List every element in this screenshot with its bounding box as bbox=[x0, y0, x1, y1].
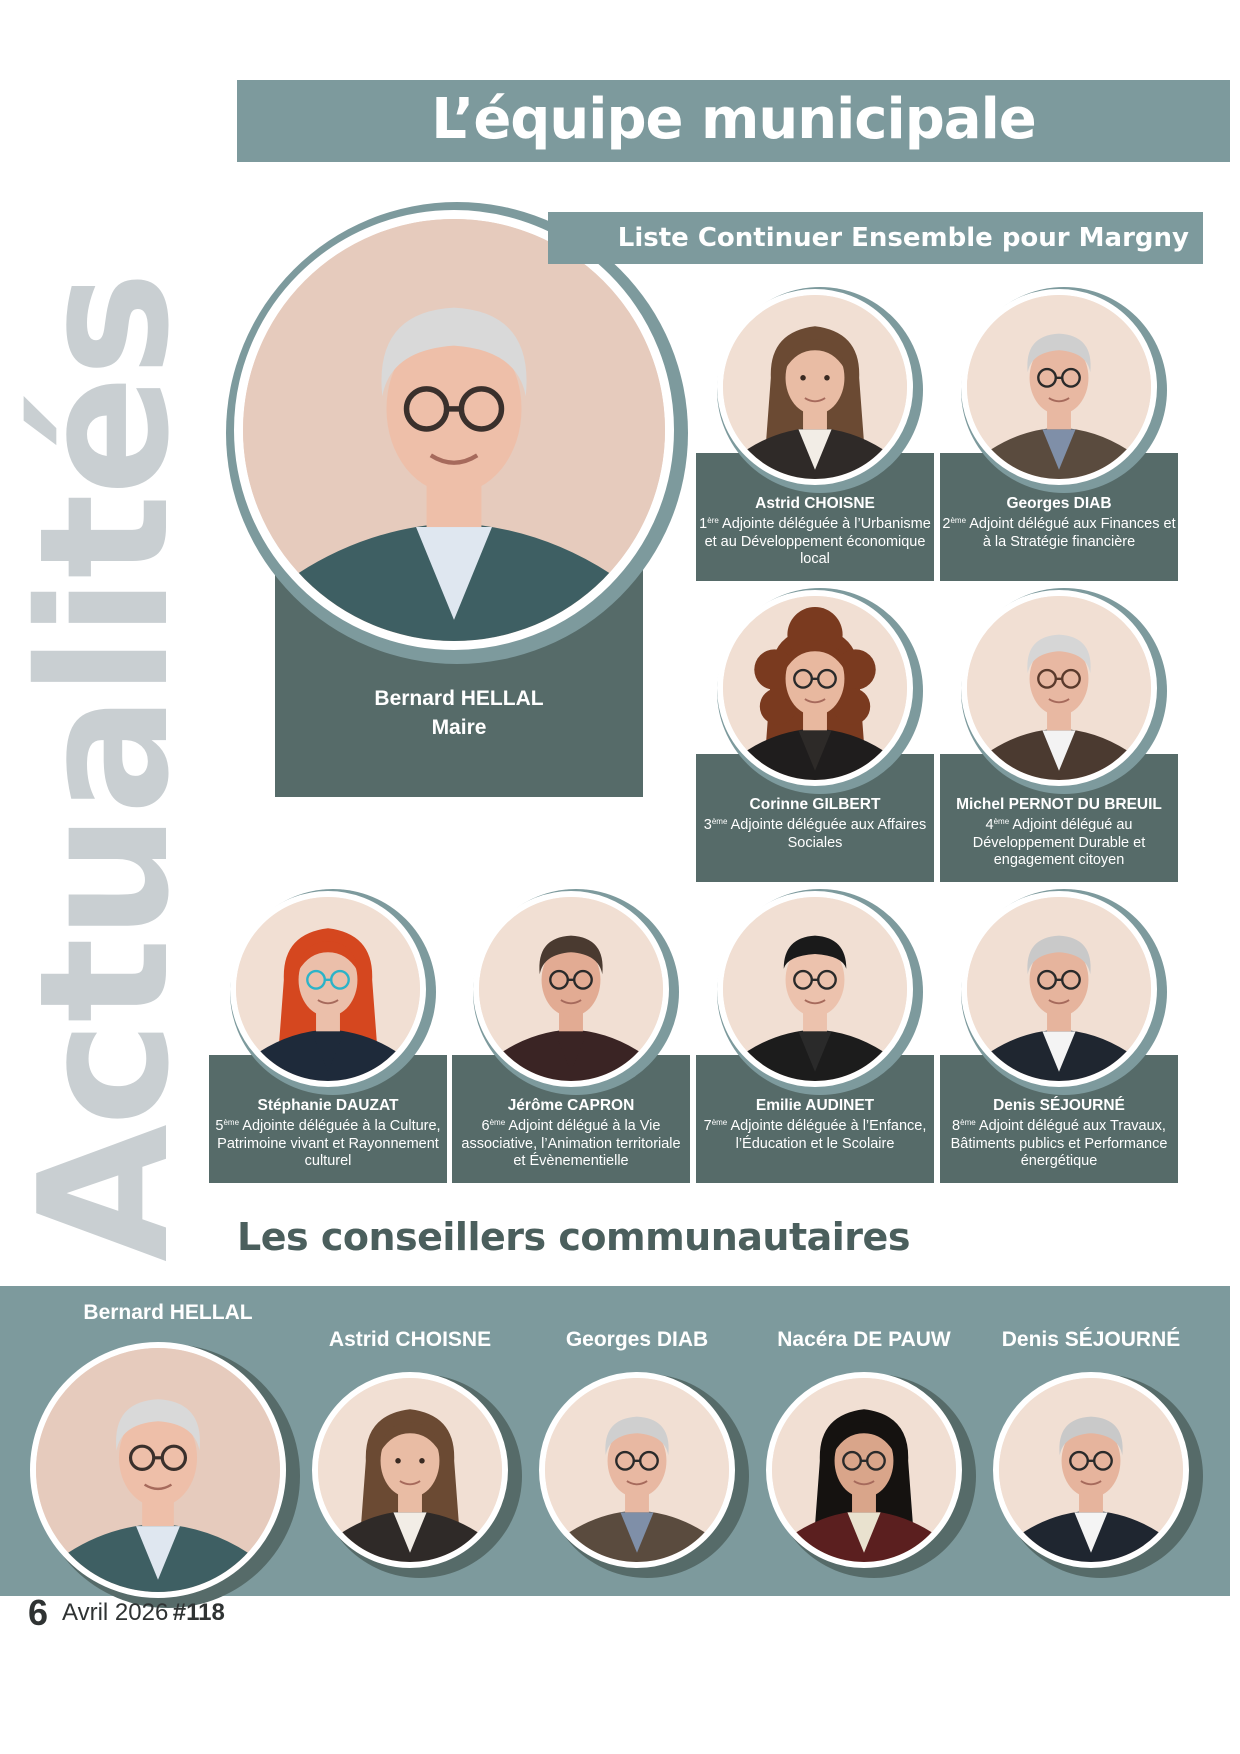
deputy-6-photo bbox=[473, 891, 669, 1087]
deputy-3-rank: 3 bbox=[703, 817, 712, 833]
deputy-7-name: Emilie AUDINET bbox=[755, 1097, 875, 1114]
deputy-3-photo bbox=[717, 590, 913, 786]
page-title: L’équipe municipale bbox=[237, 80, 1230, 162]
deputy-7-rank: 7 bbox=[703, 1118, 712, 1134]
deputy-7-rank-suffix: ème bbox=[711, 1118, 728, 1127]
deputy-2-rank-suffix: ème bbox=[950, 516, 967, 525]
deputy-4-role bbox=[940, 817, 1178, 870]
page-footer bbox=[28, 1592, 225, 1638]
deputy-4-rank: 4 bbox=[985, 817, 994, 833]
deputy-2-rank: 2 bbox=[942, 516, 951, 532]
deputy-1-name: Astrid CHOISNE bbox=[755, 495, 875, 512]
deputy-2-role-text: Adjoint délégué aux Finances et à la Stratégie financière bbox=[966, 516, 1176, 550]
deputy-7-photo bbox=[717, 891, 913, 1087]
list-name-banner: Liste Continuer Ensemble pour Margny bbox=[548, 212, 1203, 264]
council-member-5-name: Denis SÉJOURNÉ bbox=[1001, 1328, 1181, 1351]
deputy-3-name: Corinne GILBERT bbox=[749, 796, 881, 813]
deputy-1-rank: 1 bbox=[699, 516, 708, 532]
deputy-5-role bbox=[209, 1118, 447, 1171]
deputy-1-role-text: Adjointe déléguée à l’Urbanisme et au Développement économique local bbox=[704, 516, 931, 567]
deputy-8-role-text: Adjoint délégué aux Travaux, Bâtiments publics et Performance énergétique bbox=[950, 1118, 1168, 1169]
deputy-1-rank-suffix: ère bbox=[707, 516, 719, 525]
deputy-2-name: Georges DIAB bbox=[1006, 495, 1112, 512]
deputy-5-role-text: Adjointe déléguée à la Culture, Patrimoine vivant et Rayonnement culturel bbox=[217, 1118, 441, 1169]
deputy-8-rank: 8 bbox=[952, 1118, 961, 1134]
council-member-3-name: Georges DIAB bbox=[565, 1328, 709, 1351]
council-member-2-name: Astrid CHOISNE bbox=[328, 1328, 492, 1351]
deputy-2-photo bbox=[961, 289, 1157, 485]
deputy-4-role-text: Adjoint délégué au Développement Durable et engagement citoyen bbox=[972, 817, 1146, 868]
issue-number: #118 bbox=[172, 1599, 225, 1626]
council-member-1-photo bbox=[30, 1342, 286, 1598]
council-member-1-name: Bernard HELLAL bbox=[83, 1301, 253, 1324]
mayor-role: Maire bbox=[431, 716, 487, 739]
issue-date: Avril 2026 bbox=[62, 1599, 169, 1626]
deputy-7-role bbox=[696, 1118, 934, 1153]
deputy-2-role bbox=[940, 516, 1178, 551]
deputy-8-photo bbox=[961, 891, 1157, 1087]
council-member-3-photo bbox=[539, 1372, 735, 1568]
section-label-vertical: Actualités bbox=[1, 273, 208, 1262]
deputy-3-role bbox=[696, 817, 934, 852]
council-member-5-photo bbox=[993, 1372, 1189, 1568]
page-number: 6 bbox=[28, 1592, 49, 1633]
deputy-5-name: Stéphanie DAUZAT bbox=[257, 1097, 399, 1114]
council-member-4-photo bbox=[766, 1372, 962, 1568]
council-heading: Les conseillers communautaires bbox=[237, 1215, 910, 1259]
deputy-1-role bbox=[696, 516, 934, 569]
mayor-name: Bernard HELLAL bbox=[374, 687, 544, 710]
deputy-4-photo bbox=[961, 590, 1157, 786]
deputy-5-photo bbox=[230, 891, 426, 1087]
deputy-6-name: Jérôme CAPRON bbox=[507, 1097, 635, 1114]
deputy-6-rank-suffix: ème bbox=[489, 1118, 506, 1127]
deputy-6-role-text: Adjoint délégué à la Vie associative, l’Animation territoriale et Évènementielle bbox=[461, 1118, 681, 1169]
deputy-8-rank-suffix: ème bbox=[960, 1118, 976, 1127]
deputy-4-name: Michel PERNOT DU BREUIL bbox=[956, 796, 1162, 813]
deputy-6-role bbox=[452, 1118, 690, 1171]
council-member-2-photo bbox=[312, 1372, 508, 1568]
deputy-3-role-text: Adjointe déléguée aux Affaires Sociales bbox=[727, 817, 927, 851]
deputy-4-rank-suffix: ème bbox=[993, 817, 1010, 826]
deputy-5-rank: 5 bbox=[215, 1118, 224, 1134]
deputy-8-name: Denis SÉJOURNÉ bbox=[993, 1097, 1125, 1114]
council-member-4-name: Nacéra DE PAUW bbox=[777, 1328, 951, 1351]
mayor-caption bbox=[275, 684, 643, 742]
deputy-3-rank-suffix: ème bbox=[711, 817, 728, 826]
deputy-1-photo bbox=[717, 289, 913, 485]
deputy-6-rank: 6 bbox=[481, 1118, 490, 1134]
deputy-8-role bbox=[940, 1118, 1178, 1171]
deputy-7-role-text: Adjointe déléguée à l’Enfance, l’Éducation et le Scolaire bbox=[727, 1118, 927, 1152]
mayor-photo bbox=[234, 210, 674, 650]
deputy-5-rank-suffix: ème bbox=[223, 1118, 240, 1127]
